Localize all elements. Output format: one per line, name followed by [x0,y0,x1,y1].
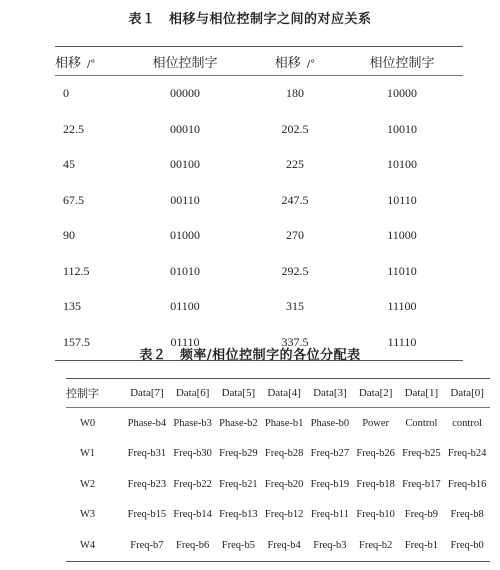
table-cell: 22.5 [63,121,84,136]
table-cell: 00010 [170,121,200,136]
table-cell: 01000 [170,228,200,243]
table-cell: 180 [286,86,304,101]
phase-shift-table [55,46,463,361]
header-phase-shift: 相移 /° [249,47,341,76]
table-cell: Freq-b31 [127,448,167,460]
table-row [55,183,463,219]
table-cell: Freq-b2 [359,539,393,551]
table-row [55,112,463,148]
table-cell: Freq-b8 [450,509,484,521]
table-cell: 00110 [170,192,200,207]
table-header-row [66,379,490,408]
control-word-cell: W0 [80,417,96,429]
unit-label: /° [306,58,316,70]
table-cell: 112.5 [63,263,90,278]
table-cell: Freq-b24 [447,448,487,460]
table-cell: 00100 [170,157,200,172]
table-body [66,408,490,562]
table-row [55,289,463,325]
table-cell: Freq-b11 [310,509,349,521]
table-cell: Freq-b16 [447,478,487,490]
table-cell: 11000 [387,228,417,243]
table-cell: 11100 [387,299,417,314]
table-cell: Freq-b15 [127,509,167,521]
table-cell: 157.5 [63,334,90,349]
table-cell: 10100 [387,157,417,172]
table-cell: 90 [63,228,75,243]
table-cell: Freq-b4 [267,539,301,551]
table-cell: Freq-b1 [404,539,438,551]
table-cell: 135 [63,299,81,314]
table-cell: 270 [286,228,304,243]
control-word-cell: W1 [80,448,96,460]
table-cell: Freq-b14 [173,509,212,521]
table-row [55,218,463,254]
table-cell: 10010 [387,121,417,136]
table-cell: Freq-b29 [219,448,258,460]
table-cell: 337.5 [281,334,309,349]
control-word-cell: W3 [80,509,96,521]
header-phase-control-word: 相位控制字 [121,47,249,76]
control-word-bit-table [66,378,490,562]
header-data-bit: Data[6] [170,379,216,408]
table-cell: Phase-b4 [127,417,167,429]
table-row [55,76,463,112]
table-cell: 01100 [170,299,200,314]
table-cell: Freq-b18 [356,478,395,490]
table-row [66,530,490,561]
table-cell: Freq-b7 [130,539,164,551]
table-cell: 0 [63,86,69,101]
table-cell: Control [405,417,438,429]
table-cell: Freq-b28 [264,448,304,460]
table-cell: Freq-b26 [356,448,395,460]
table-row [66,408,490,439]
table-cell: Freq-b27 [310,448,350,460]
header-data-bit: Data[7] [124,379,170,408]
table-row [66,500,490,531]
table-cell: Freq-b0 [450,539,484,551]
table-cell: Freq-b20 [264,478,304,490]
header-phase-control-word: 相位控制字 [341,47,463,76]
table-cell: Freq-b13 [219,509,258,521]
header-data-bit: Data[3] [307,379,353,408]
control-word-cell: W4 [80,539,96,551]
table-cell: Freq-b10 [356,509,395,521]
table-body [55,76,463,361]
table-cell: 202.5 [281,121,309,136]
table2-caption: 表２ 频率/相位控制字的各位分配表 [139,348,361,363]
header-data-bit: Data[2] [353,379,399,408]
table-cell: control [452,417,482,429]
table-cell: Freq-b30 [173,448,212,460]
table-header-row [55,47,463,76]
table-cell: 67.5 [63,192,84,207]
table-cell: 01110 [170,334,200,349]
table-cell: Phase-b2 [219,417,258,429]
table-cell: Freq-b21 [219,478,258,490]
table-cell: Phase-b1 [264,417,304,429]
table1-caption: 表１ 相移与相位控制字之间的对应关系 [128,12,372,27]
table-cell: Freq-b6 [176,539,210,551]
header-control-word: 控制字 [66,379,124,408]
table-cell: 247.5 [281,192,309,207]
table-cell: 225 [286,157,304,172]
table-row [66,439,490,470]
table-cell: 11110 [387,334,417,349]
table-cell: 10110 [387,192,417,207]
table-cell: Phase-b3 [173,417,212,429]
table-cell: 11010 [387,263,417,278]
table-cell: Freq-b9 [404,509,438,521]
table-cell: Freq-b3 [313,539,347,551]
table-cell: 01010 [170,263,200,278]
header-phase-shift: 相移 /° [55,47,121,76]
table-cell: Freq-b22 [173,478,212,490]
table-cell: Freq-b12 [264,509,304,521]
table-cell: Phase-b0 [310,417,350,429]
table-cell: Freq-b5 [221,539,255,551]
table-row [66,469,490,500]
table-row [55,254,463,290]
table-cell: 00000 [170,86,200,101]
table-cell: Freq-b23 [127,478,167,490]
table-cell: Freq-b19 [310,478,350,490]
table-cell: Power [362,417,390,429]
header-data-bit: Data[5] [216,379,262,408]
table-cell: 10000 [387,86,417,101]
header-data-bit: Data[4] [261,379,307,408]
table-cell: 292.5 [281,263,309,278]
header-data-bit: Data[0] [444,379,490,408]
control-word-cell: W2 [80,478,96,490]
table-cell: 315 [286,299,304,314]
unit-label: /° [87,58,96,70]
table-cell: Freq-b17 [402,478,441,490]
table-row [55,147,463,183]
table-cell: Freq-b25 [402,448,441,460]
header-data-bit: Data[1] [399,379,445,408]
table-cell: 45 [63,157,75,172]
